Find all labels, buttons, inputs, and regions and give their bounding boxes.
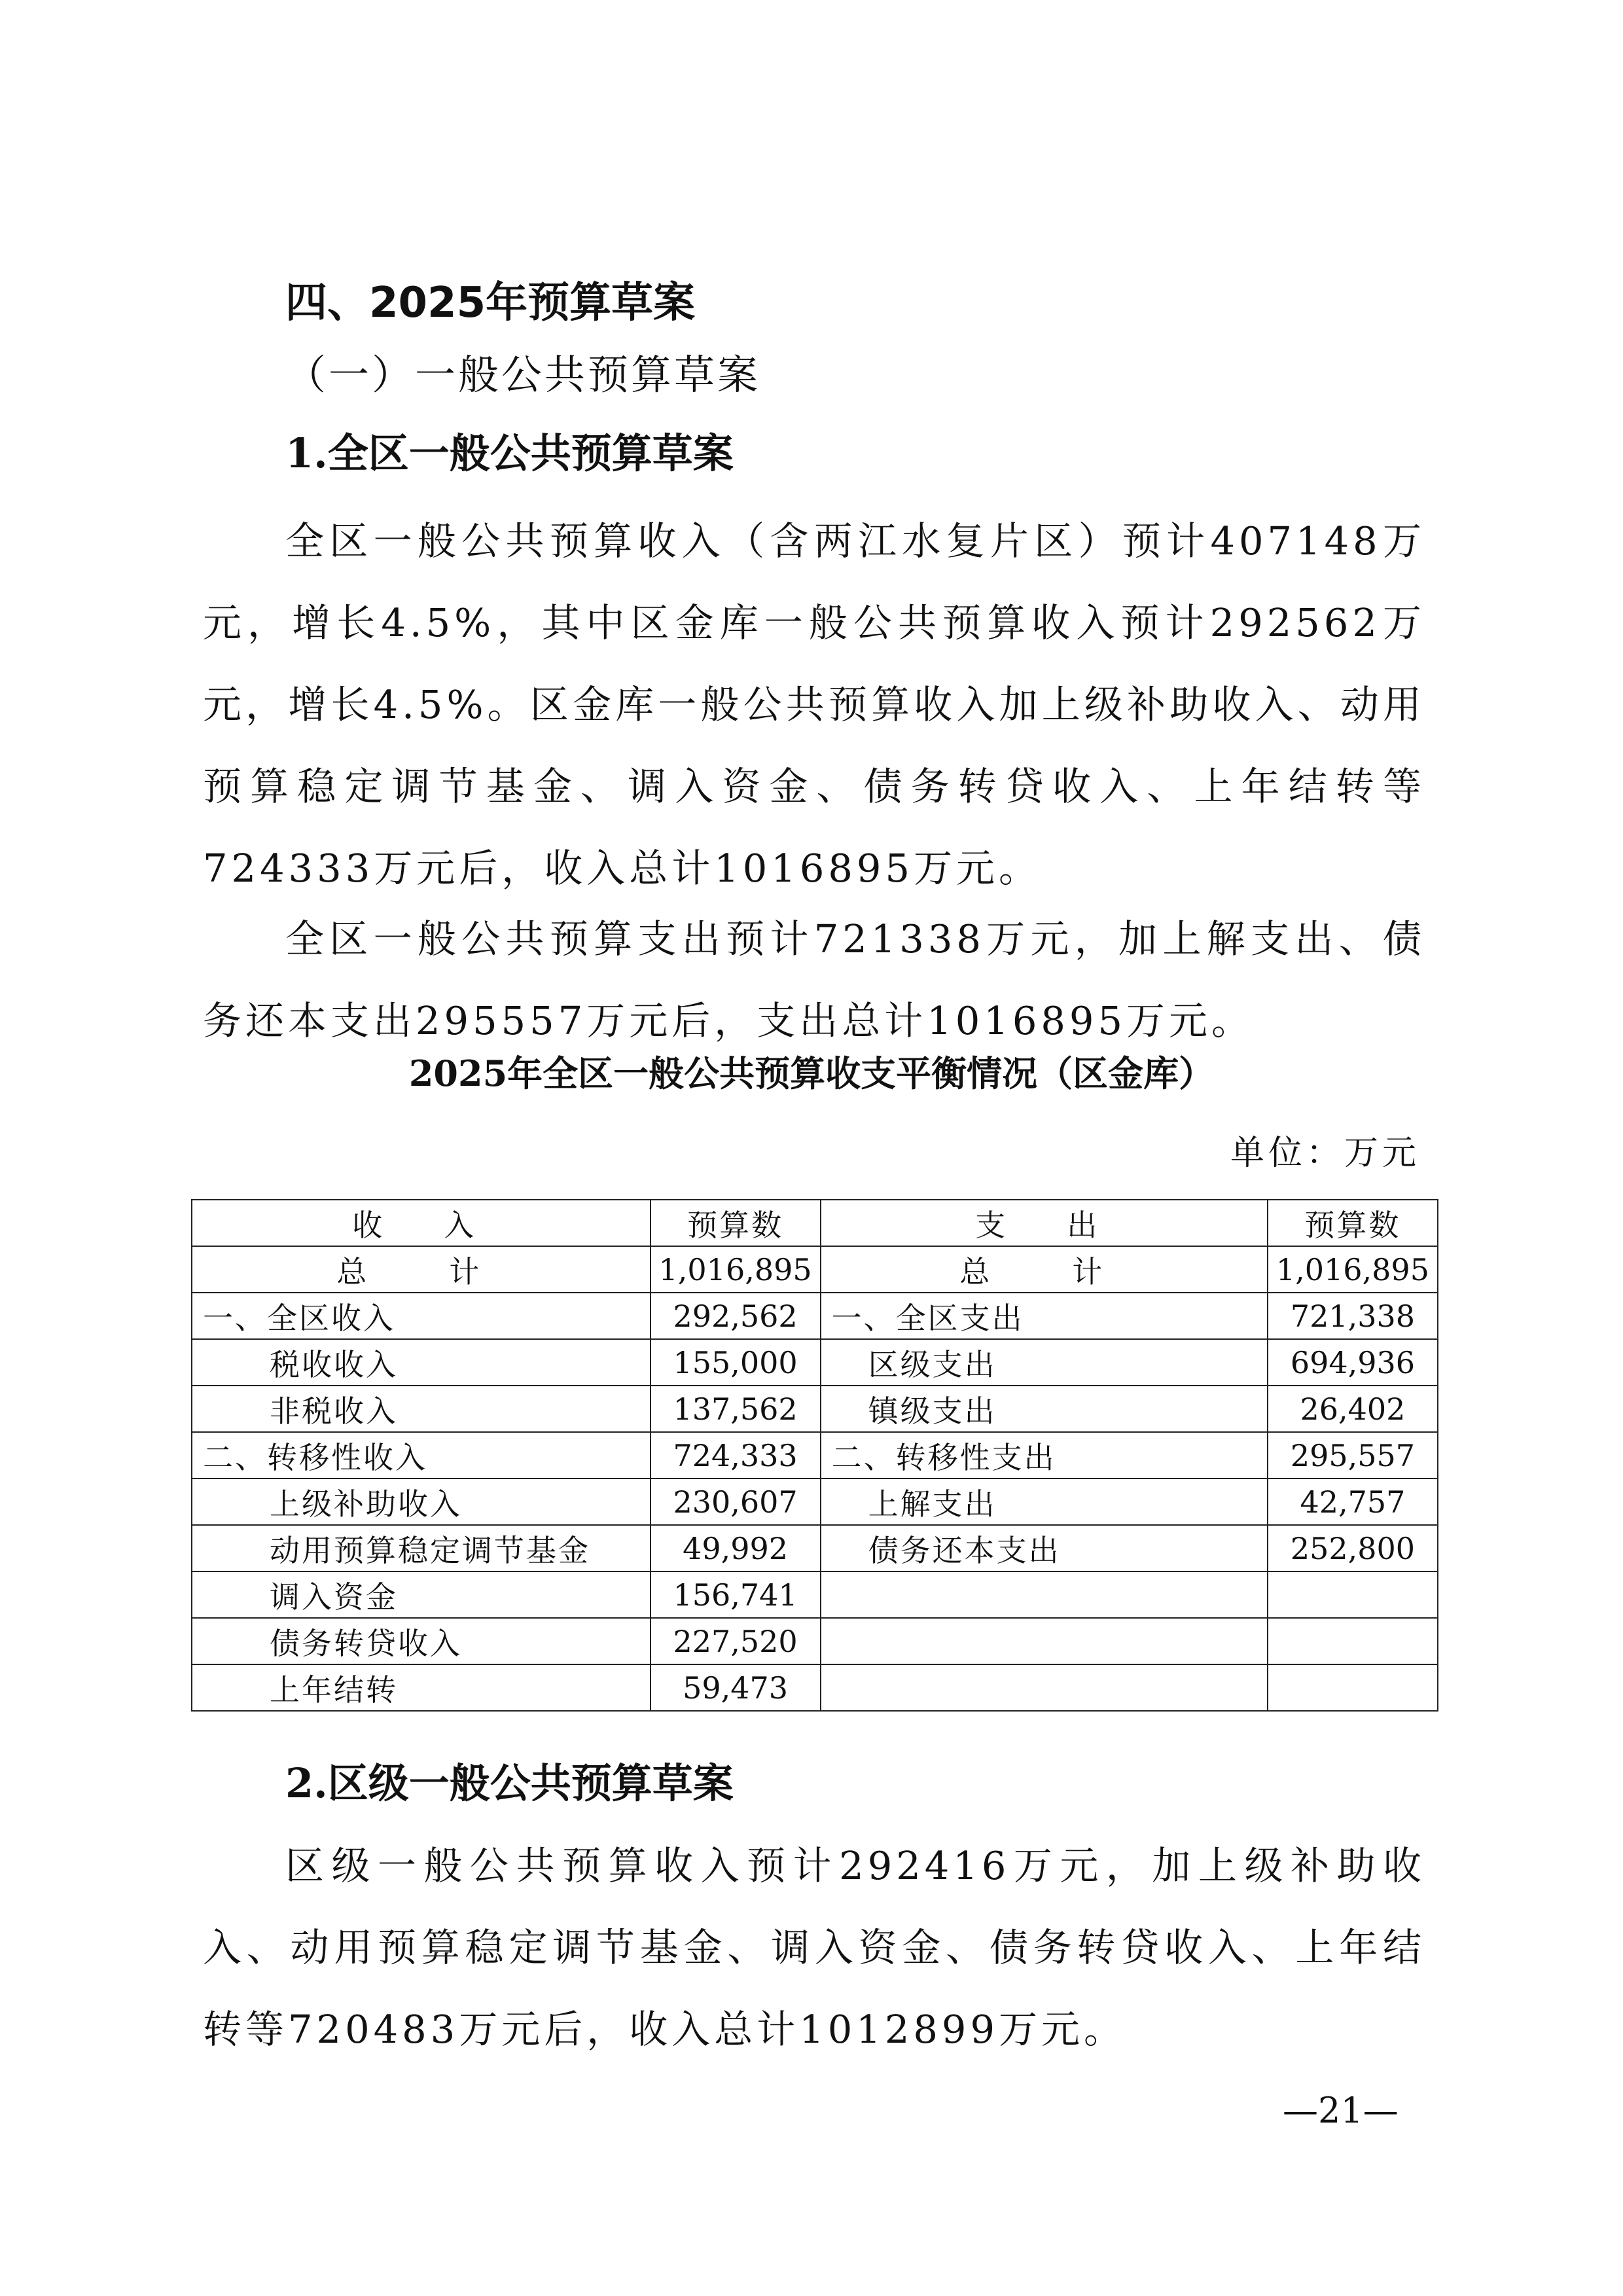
expense-label: 二、转移性支出 (821, 1432, 1268, 1479)
income-value: 292,562 (651, 1293, 821, 1339)
income-label: 上级补助收入 (192, 1479, 651, 1525)
table-row (192, 1293, 1438, 1339)
total-income-label: 总 计 (192, 1246, 651, 1293)
expense-value (1268, 1664, 1438, 1711)
expense-value (1268, 1571, 1438, 1618)
income-label: 调入资金 (192, 1571, 651, 1618)
income-value: 155,000 (651, 1339, 821, 1386)
expense-label (821, 1618, 1268, 1664)
header-income-amount: 预算数 (651, 1200, 821, 1246)
header-expense: 支 出 (821, 1200, 1268, 1246)
expense-label (821, 1571, 1268, 1618)
income-value: 227,520 (651, 1618, 821, 1664)
expense-value: 26,402 (1268, 1386, 1438, 1432)
table-row (192, 1525, 1438, 1571)
income-label: 上年结转 (192, 1664, 651, 1711)
table-title: 2025年全区一般公共预算收支平衡情况（区金库） (408, 1052, 1215, 1094)
total-expense-value: 1,016,895 (1268, 1246, 1438, 1293)
income-value: 724,333 (651, 1432, 821, 1479)
page-number: —21— (1283, 2090, 1399, 2131)
expense-label: 区级支出 (821, 1339, 1268, 1386)
expense-value: 42,757 (1268, 1479, 1438, 1525)
expense-label: 上解支出 (821, 1479, 1268, 1525)
item-heading-1: 1.全区一般公共预算草案 (285, 429, 734, 477)
table-row (192, 1339, 1438, 1386)
table-total-row (192, 1246, 1438, 1293)
paragraph-district-income: 区级一般公共预算收入预计292416万元，加上级补助收入、动用预算稳定调节基金、调入资金、债务转贷收入、上年结转等720483万元后，收入总计1012899万元。 (203, 1843, 1425, 2052)
section-heading: 四、2025年预算草案 (285, 279, 696, 327)
income-label: 税收收入 (192, 1339, 651, 1386)
income-value: 156,741 (651, 1571, 821, 1618)
expense-label (821, 1664, 1268, 1711)
expense-value (1268, 1618, 1438, 1664)
expense-label: 镇级支出 (821, 1386, 1268, 1432)
expense-value: 252,800 (1268, 1525, 1438, 1571)
table-header-row (192, 1200, 1438, 1246)
table-row (192, 1479, 1438, 1525)
income-label: 一、全区收入 (192, 1293, 651, 1339)
income-value: 230,607 (651, 1479, 821, 1525)
total-income-value: 1,016,895 (651, 1246, 821, 1293)
expense-value: 694,936 (1268, 1339, 1438, 1386)
table-row (192, 1618, 1438, 1664)
income-value: 49,992 (651, 1525, 821, 1571)
budget-balance-table (191, 1199, 1438, 1712)
income-value: 59,473 (651, 1664, 821, 1711)
expense-value: 295,557 (1268, 1432, 1438, 1479)
expense-label: 一、全区支出 (821, 1293, 1268, 1339)
header-income: 收 入 (192, 1200, 651, 1246)
paragraph-income: 全区一般公共预算收入（含两江水复片区）预计407148万元，增长4.5%，其中区金库一般公共预算收入预计292562万元，增长4.5%。区金库一般公共预算收入加上级补助收入、动用预算稳定调节基金、调入资金、债务转贷收入、上年结转等724333万元后，收入总计1016895万元。 (203, 518, 1425, 891)
total-expense-label: 总 计 (821, 1246, 1268, 1293)
table-row (192, 1571, 1438, 1618)
income-label: 非税收入 (192, 1386, 651, 1432)
income-label: 动用预算稳定调节基金 (192, 1525, 651, 1571)
expense-label: 债务还本支出 (821, 1525, 1268, 1571)
table-row (192, 1432, 1438, 1479)
expense-value: 721,338 (1268, 1293, 1438, 1339)
income-value: 137,562 (651, 1386, 821, 1432)
paragraph-expense: 全区一般公共预算支出预计721338万元，加上解支出、债务还本支出295557万元后，支出总计1016895万元。 (203, 916, 1425, 1043)
header-expense-amount: 预算数 (1268, 1200, 1438, 1246)
income-label: 二、转移性收入 (192, 1432, 651, 1479)
table-unit: 单位：万元 (1230, 1134, 1420, 1173)
subsection-heading: （一）一般公共预算草案 (285, 351, 761, 399)
table-row (192, 1664, 1438, 1711)
income-label: 债务转贷收入 (192, 1618, 651, 1664)
item-heading-2: 2.区级一般公共预算草案 (285, 1759, 734, 1807)
table-row (192, 1386, 1438, 1432)
